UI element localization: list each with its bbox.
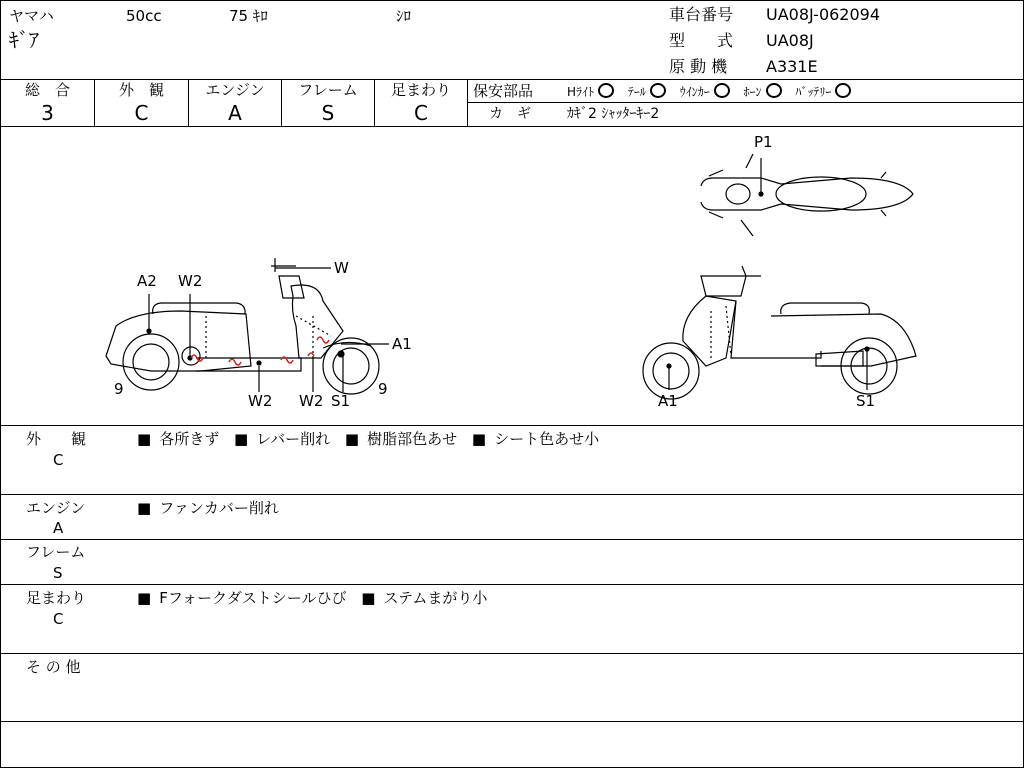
remark-label-other: そ の 他	[26, 658, 81, 676]
ok-circle-icon	[766, 83, 782, 98]
grade-label-total: 総 合	[24, 81, 70, 99]
ok-circle-icon	[598, 83, 614, 98]
remark-item: ■ レバー削れ	[234, 429, 330, 449]
label-a1-left: A1	[392, 335, 412, 353]
ok-circle-icon	[835, 83, 851, 98]
grade-value-frame: S	[321, 101, 335, 125]
remark-label-exterior: 外 観	[26, 430, 87, 448]
safety-title: 保安部品	[473, 82, 534, 100]
grade-label-frame: フレーム	[298, 81, 358, 99]
grade-value-suspension: C	[414, 101, 428, 125]
label-s1-left: S1	[331, 392, 351, 410]
safety-item-horn: ﾎｰﾝ	[744, 83, 782, 100]
remark-grade-exterior: C	[53, 451, 64, 469]
maker: ヤマハ	[9, 7, 54, 25]
label-s1-right: S1	[856, 392, 876, 410]
remark-item: ■ 各所きず	[137, 429, 219, 449]
grade-label-exterior: 外 観	[118, 81, 164, 99]
grade-label-suspension: 足まわり	[390, 81, 451, 99]
divider	[467, 79, 468, 126]
remark-items-exterior	[137, 429, 609, 449]
divider	[1, 653, 1023, 654]
divider	[1, 425, 1023, 426]
label-w: W	[334, 259, 349, 277]
label-w2-top: W2	[178, 272, 203, 290]
key-label: カ ギ	[489, 106, 531, 122]
grade-value-engine: A	[228, 101, 242, 125]
remark-items-engine	[137, 498, 289, 518]
label-w2-a: W2	[248, 392, 273, 410]
label-p1: P1	[754, 133, 773, 151]
remark-label-frame: フレーム	[26, 543, 86, 561]
label-9-left: 9	[114, 380, 124, 398]
remark-item: ■ シート色あせ小	[472, 429, 599, 449]
safety-items	[567, 83, 851, 100]
type-label: 型 式	[669, 31, 734, 50]
safety-item-taillight: ﾃｰﾙ	[628, 83, 666, 100]
key-value: ｶｷﾞ2 ｼｬｯﾀｰｷｰ2	[567, 106, 660, 122]
label-a2: A2	[137, 272, 157, 290]
grade-label-engine: エンジン	[205, 81, 265, 99]
divider	[467, 102, 1023, 103]
remark-item: ■ 樹脂部色あせ	[345, 429, 457, 449]
displacement: 50cc	[126, 7, 162, 25]
remark-item: ■ Fフォークダストシールひび	[137, 588, 346, 608]
remark-grade-frame: S	[53, 564, 63, 582]
scooter-top-view	[701, 154, 913, 236]
ok-circle-icon	[714, 83, 730, 98]
remark-label-suspension: 足まわり	[26, 589, 87, 607]
safety-item-headlight: Hﾗｲﾄ	[567, 83, 614, 100]
frame-no: UA08J-062094	[766, 5, 881, 24]
label-9-right: 9	[378, 380, 388, 398]
safety-item-winker: ｳｲﾝｶｰ	[680, 83, 730, 100]
remark-label-engine: エンジン	[26, 499, 86, 517]
remark-grade-suspension: C	[53, 610, 64, 628]
scooter-right-view	[643, 266, 916, 399]
mileage: 75 ｷﾛ	[229, 7, 268, 25]
type-value: UA08J	[766, 31, 814, 50]
divider	[1, 721, 1023, 722]
frame-no-label: 車台番号	[669, 5, 734, 24]
engine-value: A331E	[766, 57, 818, 76]
color: ｼﾛ	[396, 7, 412, 25]
remark-item: ■ ファンカバー削れ	[137, 498, 279, 518]
remark-grade-engine: A	[53, 519, 64, 537]
remark-item: ■ ステムまがり小	[361, 588, 487, 608]
divider	[1, 584, 1023, 585]
grade-value-exterior: C	[134, 101, 149, 125]
engine-label: 原 動 機	[669, 57, 728, 76]
safety-item-battery: ﾊﾞｯﾃﾘｰ	[795, 83, 851, 100]
remark-items-suspension	[137, 588, 497, 608]
model-name: ｷﾞｱ	[9, 28, 39, 52]
grade-value-total: 3	[41, 101, 54, 125]
label-a1-right: A1	[658, 392, 678, 410]
label-w2-b: W2	[299, 392, 324, 410]
divider	[1, 494, 1023, 495]
divider	[1, 539, 1023, 540]
ok-circle-icon	[650, 83, 666, 98]
